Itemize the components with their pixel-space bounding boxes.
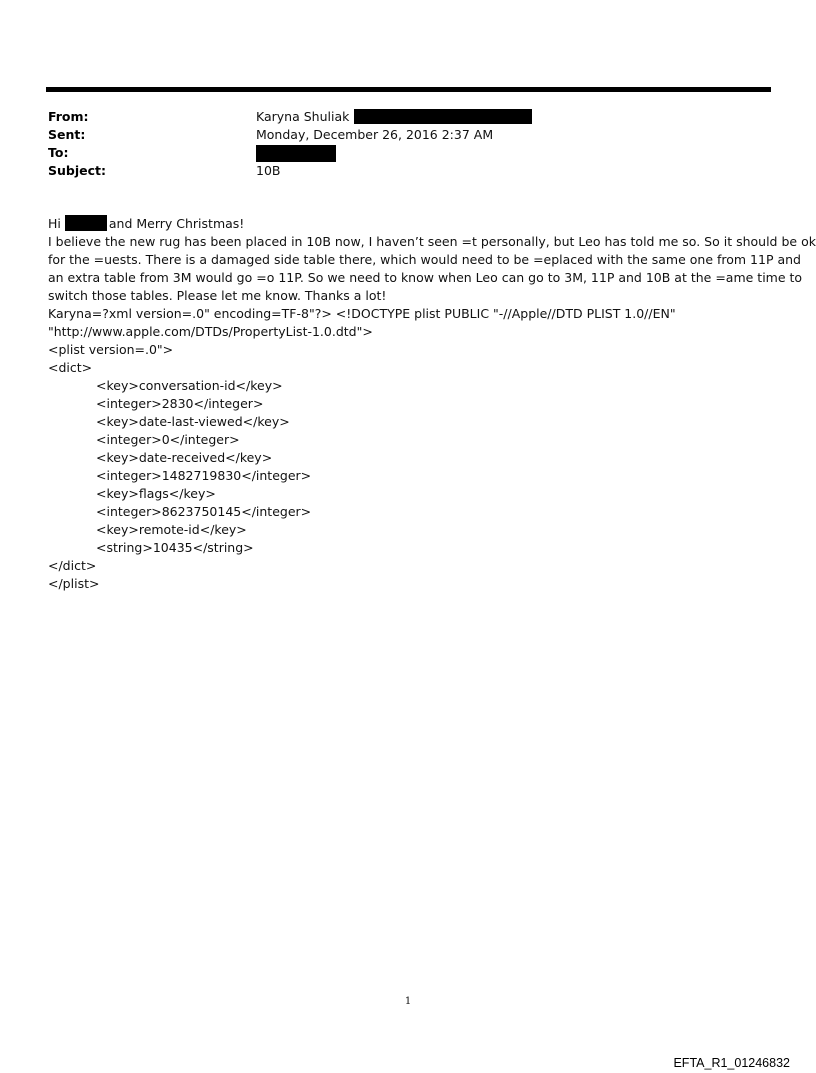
plist-line: <key>date-received</key> xyxy=(96,450,273,465)
body-line: <plist version=.0"> xyxy=(48,342,174,357)
body-line: switch those tables. Please let me know. Thanks a lot! xyxy=(48,288,387,303)
to-row xyxy=(48,144,748,162)
document-id: EFTA_R1_01246832 xyxy=(673,1056,790,1070)
plist-line: <integer>2830</integer> xyxy=(96,396,264,411)
greeting-suffix: and Merry Christmas! xyxy=(108,216,245,231)
plist-line: <integer>0</integer> xyxy=(96,432,240,447)
plist-line: <integer>1482719830</integer> xyxy=(96,468,312,483)
plist-line: <key>flags</key> xyxy=(96,486,216,501)
email-body xyxy=(48,215,816,593)
subject-value: 10B xyxy=(256,163,281,178)
body-line: I believe the new rug has been placed in 10B now, I haven’t seen =t personally, but Leo has told me so. So it should be ok xyxy=(48,234,816,249)
plist-line: <key>remote-id</key> xyxy=(96,522,247,537)
body-line: for the =uests. There is a damaged side table there, which would need to be =eplaced with the same one from 11P and xyxy=(48,252,801,267)
plist-line: <key>conversation-id</key> xyxy=(96,378,283,393)
from-value xyxy=(256,108,532,126)
body-line: <dict> xyxy=(48,360,93,375)
body-line: Karyna=?xml version=.0" encoding=TF-8"?> <!DOCTYPE plist PUBLIC "-//Apple//DTD PLIST 1.0//EN" xyxy=(48,306,676,321)
email-header xyxy=(48,108,748,180)
header-divider xyxy=(46,87,771,92)
sent-value: Monday, December 26, 2016 2:37 AM xyxy=(256,127,494,142)
sent-label: Sent: xyxy=(48,127,86,142)
from-label: From: xyxy=(48,109,89,124)
sender-name: Karyna Shuliak xyxy=(256,109,350,124)
page-number: 1 xyxy=(404,996,412,1007)
redaction-box xyxy=(256,145,336,162)
sent-row xyxy=(48,126,748,144)
redaction-box xyxy=(354,109,532,124)
plist-line: <integer>8623750145</integer> xyxy=(96,504,312,519)
redaction-box xyxy=(65,215,107,231)
greeting-prefix: Hi xyxy=(48,216,61,231)
body-line: an extra table from 3M would go =o 11P. So we need to know when Leo can go to 3M, 11P and 10B at the =ame time to xyxy=(48,270,803,285)
body-line: "http://www.apple.com/DTDs/PropertyList-1.0.dtd"> xyxy=(48,324,373,339)
from-row xyxy=(48,108,748,126)
plist-line: </plist> xyxy=(48,576,100,591)
to-label: To: xyxy=(48,145,69,160)
plist-line: </dict> xyxy=(48,558,97,573)
plist-line: <key>date-last-viewed</key> xyxy=(96,414,290,429)
to-value xyxy=(256,144,336,162)
plist-line: <string>10435</string> xyxy=(96,540,254,555)
greeting-line xyxy=(48,215,778,233)
subject-label: Subject: xyxy=(48,163,106,178)
subject-row xyxy=(48,162,748,180)
